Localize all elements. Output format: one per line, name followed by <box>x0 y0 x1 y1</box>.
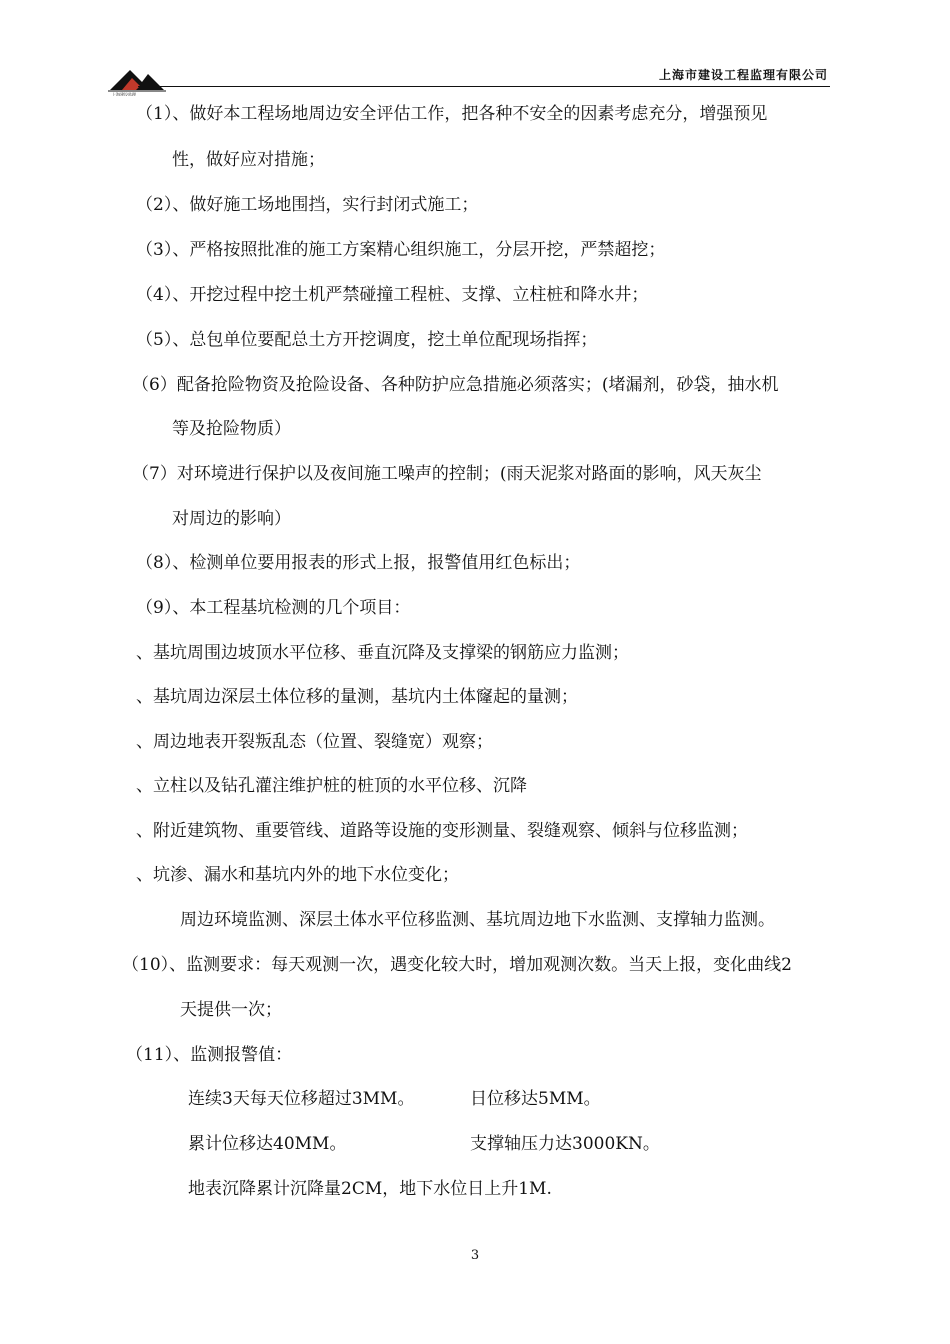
alarm-value: 日位移达5MM。 <box>470 1089 601 1109</box>
paragraph-10-cont: 天提供一次； <box>180 1000 282 1020</box>
paragraph-11: （11）、监测报警值： <box>126 1045 293 1065</box>
company-logo-icon <box>108 64 166 96</box>
paragraph-4: （4）、开挖过程中挖土机严禁碰撞工程桩、支撑、立柱桩和降水井； <box>136 285 649 305</box>
alarm-value: 连续3天每天位移超过3MM。 <box>188 1089 415 1109</box>
monitoring-item: 、基坑周围边坡顶水平位移、垂直沉降及支撑梁的钢筋应力监测； <box>136 643 629 663</box>
paragraph-1-cont: 性，做好应对措施； <box>172 150 325 170</box>
paragraph-8: （8）、检测单位要用报表的形式上报，报警值用红色标出； <box>136 553 581 573</box>
monitoring-item: 、坑渗、漏水和基坑内外的地下水位变化； <box>136 865 459 885</box>
monitoring-item: 、基坑周边深层土体位移的量测，基坑内土体窿起的量测； <box>136 687 578 707</box>
paragraph-1: （1）、做好本工程场地周边安全评估工作，把各种不安全的因素考虑充分，增强预见 <box>136 104 768 124</box>
alarm-value: 地表沉降累计沉降量2CM，地下水位日上升1M. <box>188 1179 552 1199</box>
company-name: 上海市建设工程监理有限公司 <box>658 68 828 82</box>
monitoring-item: 、立柱以及钻孔灌注维护桩的桩顶的水平位移、沉降 <box>136 776 527 796</box>
monitoring-summary: 周边环境监测、深层土体水平位移监测、基坑周边地下水监测、支撑轴力监测。 <box>180 910 775 930</box>
logo-caption: 上海建设监理 <box>112 92 136 96</box>
alarm-value: 累计位移达40MM。 <box>188 1134 347 1154</box>
alarm-value: 支撑轴压力达3000KN。 <box>470 1134 660 1154</box>
paragraph-10: （10）、监测要求：每天观测一次，遇变化较大时，增加观测次数。当天上报，变化曲线2 <box>122 955 792 975</box>
paragraph-6: （6）配备抢险物资及抢险设备、各种防护应急措施必须落实；(堵漏剂，砂袋，抽水机 <box>132 375 779 395</box>
monitoring-item: 、周边地表开裂叛乱态（位置、裂缝宽）观察； <box>136 732 493 752</box>
paragraph-6-cont: 等及抢险物质） <box>172 419 291 439</box>
paragraph-5: （5）、总包单位要配总土方开挖调度，挖土单位配现场指挥； <box>136 330 598 350</box>
paragraph-2: （2）、做好施工场地围挡，实行封闭式施工； <box>136 195 479 215</box>
paragraph-9: （9）、本工程基坑检测的几个项目： <box>136 598 411 618</box>
page-header <box>108 58 830 98</box>
paragraph-7-cont: 对周边的影响） <box>172 509 291 529</box>
page-number: 3 <box>470 1248 480 1263</box>
header-divider <box>138 86 830 87</box>
monitoring-item: 、附近建筑物、重要管线、道路等设施的变形测量、裂缝观察、倾斜与位移监测； <box>136 821 748 841</box>
paragraph-3: （3）、严格按照批准的施工方案精心组织施工，分层开挖，严禁超挖； <box>136 240 666 260</box>
paragraph-7: （7）对环境进行保护以及夜间施工噪声的控制；(雨天泥浆对路面的影响，风天灰尘 <box>132 464 762 484</box>
